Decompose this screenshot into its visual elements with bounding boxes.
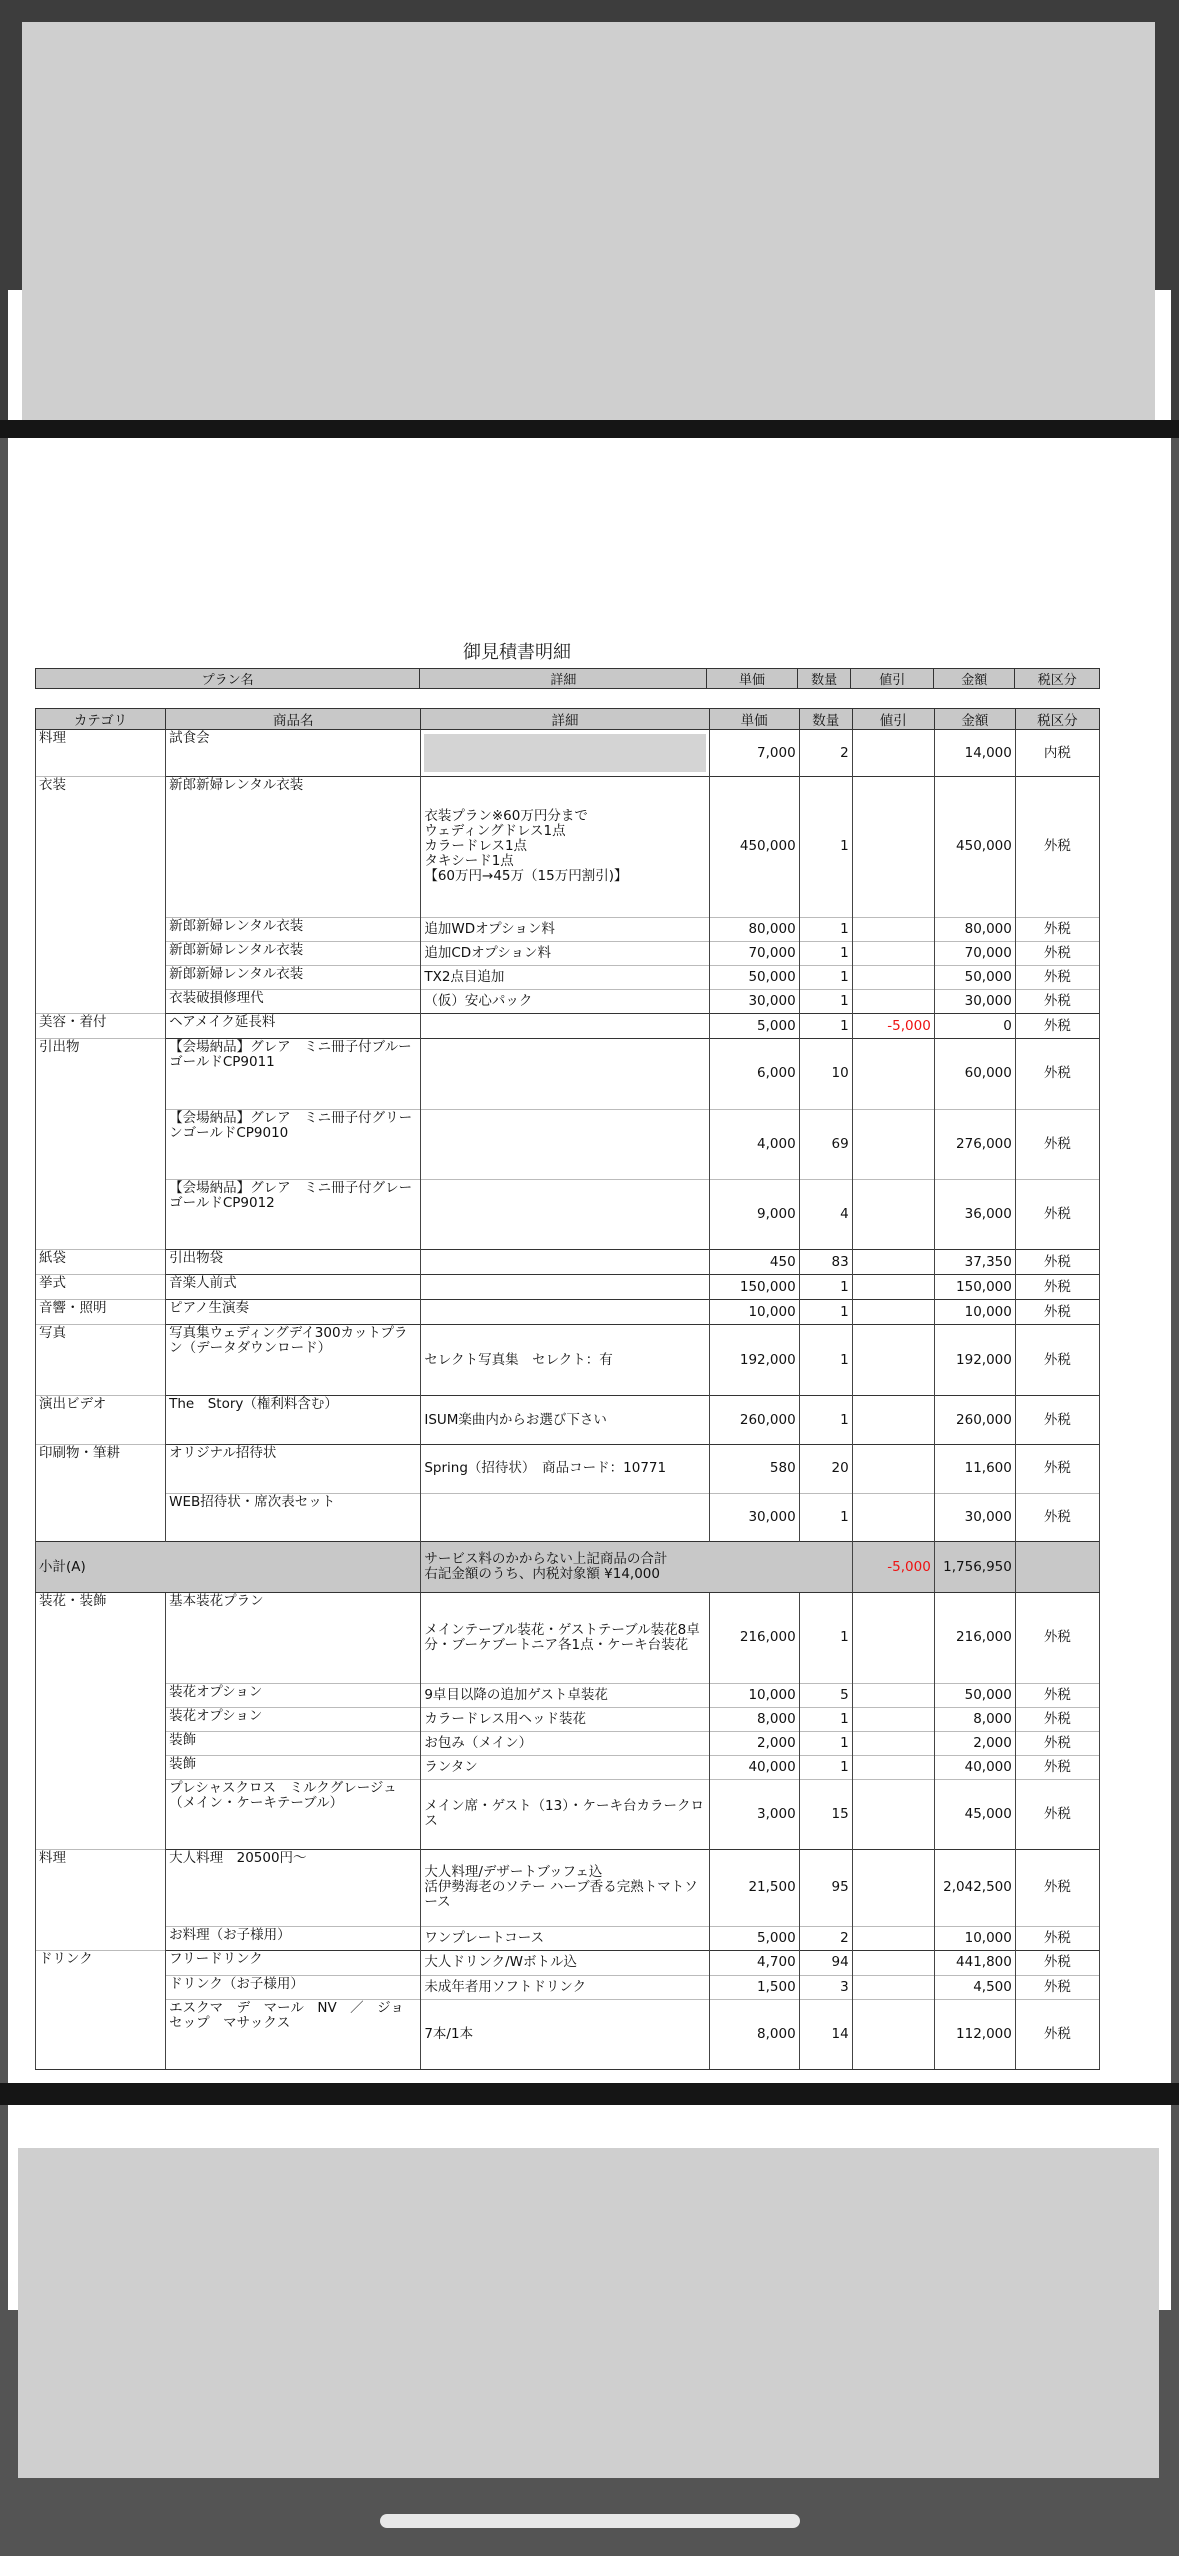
discount-cell <box>852 777 934 918</box>
unit-price-cell: 40,000 <box>709 1755 799 1779</box>
unit-price-cell: 8,000 <box>709 1707 799 1731</box>
tax-header: 税区分 <box>1015 709 1099 730</box>
quantity-cell: 1 <box>799 1493 852 1542</box>
redacted-detail <box>424 734 705 772</box>
unit-price-cell: 5,000 <box>709 1014 799 1039</box>
table-row <box>36 1850 1100 1927</box>
quantity-cell: 1 <box>799 989 852 1014</box>
category-cell: 印刷物・筆耕 <box>36 1445 166 1494</box>
amount-cell: 4,500 <box>934 1975 1015 1999</box>
tax-class-cell: 外税 <box>1015 1396 1099 1445</box>
amount-cell: 37,350 <box>934 1250 1015 1275</box>
discount-cell <box>852 1926 934 1951</box>
category-cell: 料理 <box>36 730 166 777</box>
quantity-cell: 1 <box>799 1755 852 1779</box>
category-cell <box>36 1926 166 1951</box>
quantity-cell: 83 <box>799 1250 852 1275</box>
product-cell: WEB招待状・席次表セット <box>166 1493 421 1542</box>
unit-price-cell: 21,500 <box>709 1850 799 1927</box>
amount-cell: 112,000 <box>934 1999 1015 2070</box>
tax-class-cell: 外税 <box>1015 1731 1099 1755</box>
amount-cell: 50,000 <box>934 965 1015 989</box>
plan-discount-header: 値引 <box>851 669 934 689</box>
product-cell: 装飾 <box>166 1755 421 1779</box>
discount-cell: -5,000 <box>852 1014 934 1039</box>
tax-class-cell: 外税 <box>1015 1975 1099 1999</box>
subtotal-row <box>36 1542 1100 1593</box>
table-row <box>36 1109 1100 1179</box>
discount-cell <box>852 917 934 941</box>
product-cell: フリードリンク <box>166 1951 421 1976</box>
discount-cell <box>852 1755 934 1779</box>
tax-class-cell: 外税 <box>1015 1850 1099 1927</box>
tax-class-cell: 外税 <box>1015 1707 1099 1731</box>
product-cell: 装花オプション <box>166 1707 421 1731</box>
category-cell: 演出ビデオ <box>36 1396 166 1445</box>
unit-price-cell: 4,700 <box>709 1951 799 1976</box>
product-cell: 【会場納品】グレア ミニ冊子付グリーンゴールドCP9010 <box>166 1109 421 1179</box>
redacted-area-bottom <box>18 2148 1159 2478</box>
product-cell: 大人料理 20500円〜 <box>166 1850 421 1927</box>
tax-class-cell: 外税 <box>1015 1325 1099 1396</box>
category-cell <box>36 1707 166 1731</box>
tax-class-cell: 外税 <box>1015 1300 1099 1325</box>
detail-header: 詳細 <box>421 709 709 730</box>
discount-cell <box>852 1593 934 1684</box>
tax-class-cell: 外税 <box>1015 1755 1099 1779</box>
table-row <box>36 777 1100 918</box>
page-separator <box>0 420 1179 438</box>
table-row <box>36 1493 1100 1542</box>
quantity-cell: 1 <box>799 1731 852 1755</box>
document-page[interactable] <box>8 438 1171 2083</box>
quantity-cell: 20 <box>799 1445 852 1494</box>
amount-cell: 14,000 <box>934 730 1015 777</box>
plan-tax-header: 税区分 <box>1015 669 1100 689</box>
quantity-cell: 1 <box>799 1396 852 1445</box>
quantity-cell: 69 <box>799 1109 852 1179</box>
table-row <box>36 965 1100 989</box>
table-row <box>36 1039 1100 1110</box>
quantity-cell: 15 <box>799 1779 852 1850</box>
unit-price-cell: 450 <box>709 1250 799 1275</box>
detail-cell: ワンプレートコース <box>421 1926 709 1951</box>
plan-detail-header: 詳細 <box>420 669 707 689</box>
discount-cell <box>852 1707 934 1731</box>
table-row <box>36 1396 1100 1445</box>
table-row <box>36 989 1100 1014</box>
table-header-row <box>36 709 1100 730</box>
plan-qty-header: 数量 <box>797 669 851 689</box>
subtotal-amount: 1,756,950 <box>934 1542 1015 1593</box>
page-title: 御見積書明細 <box>463 642 571 663</box>
table-body-1 <box>36 730 1100 1542</box>
product-cell: 【会場納品】グレア ミニ冊子付グレーゴールドCP9012 <box>166 1179 421 1250</box>
amount-cell: 10,000 <box>934 1300 1015 1325</box>
detail-cell <box>421 730 709 777</box>
tax-class-cell: 外税 <box>1015 1109 1099 1179</box>
product-cell: 試食会 <box>166 730 421 777</box>
amount-cell: 2,000 <box>934 1731 1015 1755</box>
detail-cell: メインテーブル装花・ゲストテーブル装花8卓分・ブーケブートニア各1点・ケーキ台装花 <box>421 1593 709 1684</box>
discount-cell <box>852 1300 934 1325</box>
quantity-cell: 1 <box>799 941 852 965</box>
product-cell: 新郎新婦レンタル衣装 <box>166 941 421 965</box>
subtotal-discount: -5,000 <box>852 1542 934 1593</box>
detail-cell: ISUM楽曲内からお選び下さい <box>421 1396 709 1445</box>
table-row <box>36 1731 1100 1755</box>
unit-price-cell: 7,000 <box>709 730 799 777</box>
detail-cell <box>421 1014 709 1039</box>
amount-cell: 216,000 <box>934 1593 1015 1684</box>
subtotal-note: サービス料のかからない上記商品の合計 右記金額のうち、内税対象額 ¥14,000 <box>421 1542 852 1593</box>
subtotal-label: 小計(A) <box>36 1542 421 1593</box>
detail-cell: お包み（メイン） <box>421 1731 709 1755</box>
detail-cell: 追加WDオプション料 <box>421 917 709 941</box>
product-cell: 引出物袋 <box>166 1250 421 1275</box>
table-row <box>36 1779 1100 1850</box>
quantity-cell: 1 <box>799 917 852 941</box>
detail-cell: Spring（招待状） 商品コード：10771 <box>421 1445 709 1494</box>
table-row <box>36 730 1100 777</box>
table-row <box>36 1999 1100 2070</box>
discount-cell <box>852 1975 934 1999</box>
category-cell: ドリンク <box>36 1951 166 1976</box>
product-cell: オリジナル招待状 <box>166 1445 421 1494</box>
plan-price-header: 単価 <box>707 669 797 689</box>
detail-cell: 9卓目以降の追加ゲスト卓装花 <box>421 1683 709 1707</box>
detail-cell: 未成年者用ソフトドリンク <box>421 1975 709 1999</box>
category-cell: 紙袋 <box>36 1250 166 1275</box>
amount-cell: 10,000 <box>934 1926 1015 1951</box>
tax-class-cell: 外税 <box>1015 1493 1099 1542</box>
quantity-cell: 1 <box>799 1707 852 1731</box>
quantity-cell: 5 <box>799 1683 852 1707</box>
table-row <box>36 1014 1100 1039</box>
unit-price-cell: 2,000 <box>709 1731 799 1755</box>
qty-header: 数量 <box>799 709 852 730</box>
discount-cell <box>852 1325 934 1396</box>
discount-cell <box>852 1250 934 1275</box>
detail-cell <box>421 1039 709 1110</box>
product-cell: 新郎新婦レンタル衣装 <box>166 777 421 918</box>
discount-cell <box>852 1275 934 1300</box>
tax-class-cell: 外税 <box>1015 965 1099 989</box>
quantity-cell: 1 <box>799 1014 852 1039</box>
unit-price-cell: 1,500 <box>709 1975 799 1999</box>
category-cell <box>36 989 166 1014</box>
product-cell: 基本装花プラン <box>166 1593 421 1684</box>
discount-cell <box>852 1109 934 1179</box>
tax-class-cell: 外税 <box>1015 1039 1099 1110</box>
discount-cell <box>852 989 934 1014</box>
table-row <box>36 1445 1100 1494</box>
discount-cell <box>852 1951 934 1976</box>
quantity-cell: 4 <box>799 1179 852 1250</box>
quantity-cell: 10 <box>799 1039 852 1110</box>
product-cell: お料理（お子様用） <box>166 1926 421 1951</box>
detail-cell: 衣装プラン※60万円分まで ウェディングドレス1点 カラードレス1点 タキシード1点 【60万円→45万（15万円割引)】 <box>421 777 709 918</box>
category-cell <box>36 1493 166 1542</box>
table-row <box>36 1325 1100 1396</box>
tax-class-cell: 外税 <box>1015 917 1099 941</box>
discount-cell <box>852 965 934 989</box>
product-cell: ドリンク（お子様用） <box>166 1975 421 1999</box>
table-row <box>36 1707 1100 1731</box>
category-cell <box>36 1779 166 1850</box>
table-row <box>36 1250 1100 1275</box>
tax-class-cell: 外税 <box>1015 1014 1099 1039</box>
product-cell: 衣装破損修理代 <box>166 989 421 1014</box>
quantity-cell: 95 <box>799 1850 852 1927</box>
product-cell: エスクマ デ マール NV ／ ジョセップ マサックス <box>166 1999 421 2070</box>
tax-class-cell: 外税 <box>1015 989 1099 1014</box>
detail-cell <box>421 1250 709 1275</box>
amount-cell: 40,000 <box>934 1755 1015 1779</box>
tax-class-cell: 外税 <box>1015 1275 1099 1300</box>
table-row <box>36 941 1100 965</box>
discount-cell <box>852 1999 934 2070</box>
discount-header: 値引 <box>852 709 934 730</box>
plan-amount-header: 金額 <box>933 669 1015 689</box>
amount-cell: 80,000 <box>934 917 1015 941</box>
category-cell: 音響・照明 <box>36 1300 166 1325</box>
detail-cell: 大人料理/デザートブッフェ込 活伊勢海老のソテー ハーブ香る完熟トマトソース <box>421 1850 709 1927</box>
detail-cell: 追加CDオプション料 <box>421 941 709 965</box>
table-row <box>36 1755 1100 1779</box>
table-row <box>36 1683 1100 1707</box>
plan-name-header: プラン名 <box>36 669 420 689</box>
quantity-cell: 1 <box>799 1325 852 1396</box>
tax-class-cell: 外税 <box>1015 1179 1099 1250</box>
unit-price-cell: 10,000 <box>709 1300 799 1325</box>
table-row <box>36 1300 1100 1325</box>
unit-price-cell: 3,000 <box>709 1779 799 1850</box>
amount-cell: 70,000 <box>934 941 1015 965</box>
unit-price-cell: 30,000 <box>709 1493 799 1542</box>
category-header: カテゴリ <box>36 709 166 730</box>
amount-cell: 276,000 <box>934 1109 1015 1179</box>
category-cell: 料理 <box>36 1850 166 1927</box>
table-row <box>36 1975 1100 1999</box>
tax-class-cell: 外税 <box>1015 777 1099 918</box>
quantity-cell: 94 <box>799 1951 852 1976</box>
unit-price-cell: 80,000 <box>709 917 799 941</box>
discount-cell <box>852 730 934 777</box>
unit-price-cell: 50,000 <box>709 965 799 989</box>
discount-cell <box>852 1179 934 1250</box>
quantity-cell: 14 <box>799 1999 852 2070</box>
detail-cell: メイン席・ゲスト（13）・ケーキ台カラークロス <box>421 1779 709 1850</box>
amount-cell: 2,042,500 <box>934 1850 1015 1927</box>
table-row <box>36 917 1100 941</box>
amount-cell: 45,000 <box>934 1779 1015 1850</box>
table-row <box>36 1926 1100 1951</box>
category-cell: 写真 <box>36 1325 166 1396</box>
category-cell: 美容・着付 <box>36 1014 166 1039</box>
unit-price-cell: 30,000 <box>709 989 799 1014</box>
amount-cell: 441,800 <box>934 1951 1015 1976</box>
quantity-cell: 1 <box>799 1593 852 1684</box>
table-row <box>36 1593 1100 1684</box>
tax-class-cell: 外税 <box>1015 1999 1099 2070</box>
quantity-cell: 2 <box>799 730 852 777</box>
category-cell: 衣装 <box>36 777 166 918</box>
detail-cell <box>421 1493 709 1542</box>
amount-cell: 50,000 <box>934 1683 1015 1707</box>
unit-price-cell: 260,000 <box>709 1396 799 1445</box>
amount-cell: 150,000 <box>934 1275 1015 1300</box>
detail-cell: 7本/1本 <box>421 1999 709 2070</box>
quantity-cell: 2 <box>799 1926 852 1951</box>
unit-price-cell: 4,000 <box>709 1109 799 1179</box>
discount-cell <box>852 1396 934 1445</box>
category-cell: 引出物 <box>36 1039 166 1110</box>
category-cell <box>36 1975 166 1999</box>
category-cell <box>36 1109 166 1179</box>
table-body-2 <box>36 1593 1100 2070</box>
amount-cell: 30,000 <box>934 1493 1015 1542</box>
discount-cell <box>852 1493 934 1542</box>
discount-cell <box>852 941 934 965</box>
detail-cell: ランタン <box>421 1755 709 1779</box>
price-header: 単価 <box>709 709 799 730</box>
amount-cell: 260,000 <box>934 1396 1015 1445</box>
category-cell <box>36 1731 166 1755</box>
detail-cell: カラードレス用ヘッド装花 <box>421 1707 709 1731</box>
category-cell <box>36 1683 166 1707</box>
product-cell: ヘアメイク延長料 <box>166 1014 421 1039</box>
product-cell: プレシャスクロス ミルクグレージュ（メイン・ケーキテーブル） <box>166 1779 421 1850</box>
product-cell: ピアノ生演奏 <box>166 1300 421 1325</box>
category-cell <box>36 965 166 989</box>
product-cell: 【会場納品】グレア ミニ冊子付ブルーゴールドCP9011 <box>166 1039 421 1110</box>
detail-cell: （仮）安心パック <box>421 989 709 1014</box>
unit-price-cell: 150,000 <box>709 1275 799 1300</box>
amount-cell: 36,000 <box>934 1179 1015 1250</box>
subtotal-tax <box>1015 1542 1099 1593</box>
tax-class-cell: 外税 <box>1015 1951 1099 1976</box>
category-cell <box>36 941 166 965</box>
product-cell: 装花オプション <box>166 1683 421 1707</box>
unit-price-cell: 6,000 <box>709 1039 799 1110</box>
tax-class-cell: 外税 <box>1015 1683 1099 1707</box>
unit-price-cell: 580 <box>709 1445 799 1494</box>
amount-cell: 60,000 <box>934 1039 1015 1110</box>
detail-cell <box>421 1275 709 1300</box>
discount-cell <box>852 1850 934 1927</box>
discount-cell <box>852 1445 934 1494</box>
discount-cell <box>852 1731 934 1755</box>
tax-class-cell: 外税 <box>1015 1779 1099 1850</box>
tax-class-cell: 外税 <box>1015 1593 1099 1684</box>
product-cell: 写真集ウェディングデイ300カットプラン（データダウンロード） <box>166 1325 421 1396</box>
estimate-table <box>35 708 1100 2070</box>
unit-price-cell: 192,000 <box>709 1325 799 1396</box>
category-cell <box>36 917 166 941</box>
product-cell: 装飾 <box>166 1731 421 1755</box>
unit-price-cell: 10,000 <box>709 1683 799 1707</box>
product-cell: 音楽人前式 <box>166 1275 421 1300</box>
amount-cell: 450,000 <box>934 777 1015 918</box>
tax-class-cell: 外税 <box>1015 1445 1099 1494</box>
discount-cell <box>852 1039 934 1110</box>
unit-price-cell: 8,000 <box>709 1999 799 2070</box>
quantity-cell: 1 <box>799 777 852 918</box>
discount-cell <box>852 1683 934 1707</box>
tax-class-cell: 外税 <box>1015 941 1099 965</box>
product-header: 商品名 <box>166 709 421 730</box>
amount-cell: 30,000 <box>934 989 1015 1014</box>
detail-cell <box>421 1300 709 1325</box>
table-row <box>36 1275 1100 1300</box>
detail-cell <box>421 1109 709 1179</box>
quantity-cell: 1 <box>799 965 852 989</box>
tax-class-cell: 外税 <box>1015 1926 1099 1951</box>
quantity-cell: 1 <box>799 1300 852 1325</box>
amount-cell: 11,600 <box>934 1445 1015 1494</box>
table-row <box>36 1179 1100 1250</box>
category-cell <box>36 1999 166 2070</box>
tax-class-cell: 内税 <box>1015 730 1099 777</box>
home-indicator[interactable] <box>380 2514 800 2528</box>
quantity-cell: 1 <box>799 1275 852 1300</box>
plan-header-table <box>35 668 1100 689</box>
amount-cell: 192,000 <box>934 1325 1015 1396</box>
unit-price-cell: 9,000 <box>709 1179 799 1250</box>
category-cell <box>36 1179 166 1250</box>
amount-cell: 8,000 <box>934 1707 1015 1731</box>
category-cell <box>36 1755 166 1779</box>
amount-header: 金額 <box>934 709 1015 730</box>
unit-price-cell: 5,000 <box>709 1926 799 1951</box>
category-cell: 挙式 <box>36 1275 166 1300</box>
unit-price-cell: 450,000 <box>709 777 799 918</box>
product-cell: 新郎新婦レンタル衣装 <box>166 917 421 941</box>
discount-cell <box>852 1779 934 1850</box>
detail-cell <box>421 1179 709 1250</box>
detail-cell: セレクト写真集 セレクト：有 <box>421 1325 709 1396</box>
product-cell: 新郎新婦レンタル衣装 <box>166 965 421 989</box>
detail-cell: 大人ドリンク/Wボトル込 <box>421 1951 709 1976</box>
tax-class-cell: 外税 <box>1015 1250 1099 1275</box>
detail-cell: TX2点目追加 <box>421 965 709 989</box>
unit-price-cell: 216,000 <box>709 1593 799 1684</box>
table-row <box>36 1951 1100 1976</box>
product-cell: The Story（権利料含む） <box>166 1396 421 1445</box>
page-separator-bottom <box>0 2083 1179 2105</box>
unit-price-cell: 70,000 <box>709 941 799 965</box>
category-cell: 装花・装飾 <box>36 1593 166 1684</box>
amount-cell: 0 <box>934 1014 1015 1039</box>
quantity-cell: 3 <box>799 1975 852 1999</box>
